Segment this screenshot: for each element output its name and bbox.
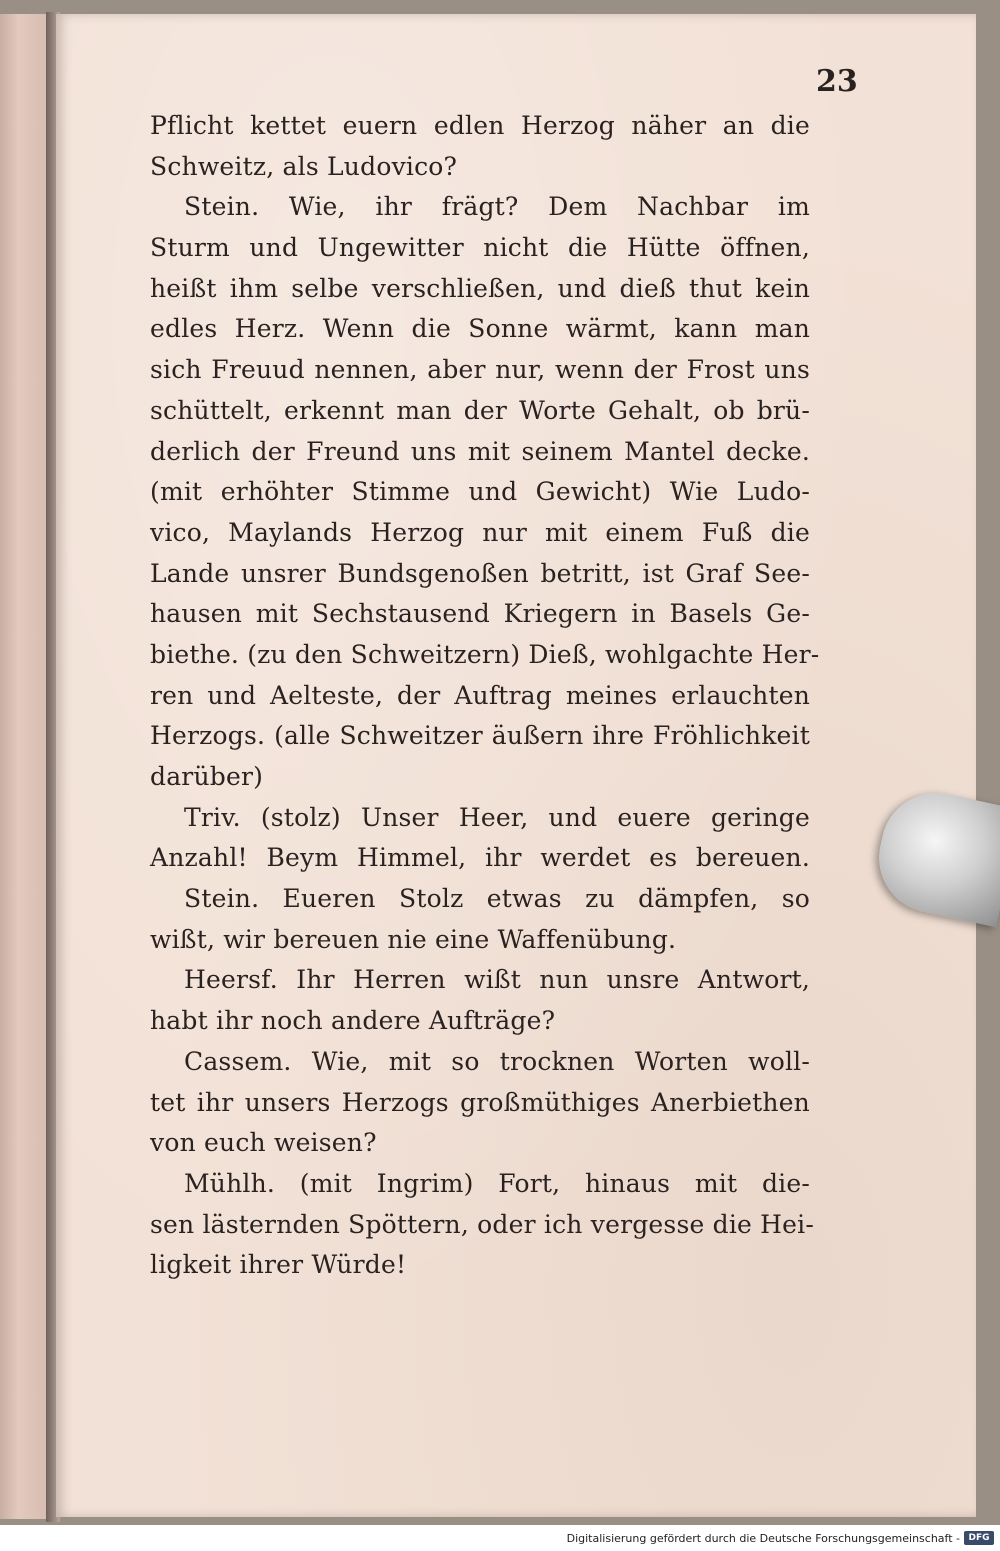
left-page-edge — [0, 14, 48, 1519]
text-line: vico, Maylands Herzog nur mit einem Fuß die — [150, 517, 810, 547]
text-line: ren und Aelteste, der Auftrag meines erlauchten — [150, 680, 810, 710]
text-line: habt ihr noch andere Aufträge? — [150, 1006, 556, 1036]
text-line: Sturm und Ungewitter nicht die Hütte öffnen, — [150, 233, 810, 263]
text-line: Lande unsrer Bundsgenoßen betritt, ist Graf See- — [150, 558, 810, 588]
text-line: tet ihr unsers Herzogs großmüthiges Anerbiethen — [150, 1087, 810, 1117]
text-line: ligkeit ihrer Würde! — [150, 1250, 407, 1280]
text-line: Mühlh. (mit Ingrim) Fort, hinaus mit die- — [184, 1168, 810, 1198]
text-line: hausen mit Sechstausend Kriegern in Basels Ge- — [150, 599, 810, 629]
text-line: Herzogs. (alle Schweitzer äußern ihre Fröhlichkeit — [150, 721, 810, 751]
text-line: Stein. Eueren Stolz etwas zu dämpfen, so — [184, 884, 810, 914]
text-line: Triv. (stolz) Unser Heer, und euere geringe — [184, 802, 810, 832]
text-line: sen lästernden Spöttern, oder ich vergesse die Hei- — [150, 1209, 814, 1239]
text-line: von euch weisen? — [150, 1128, 377, 1158]
text-line: darüber) — [150, 762, 264, 791]
footer-credit: Digitalisierung gefördert durch die Deutsche Forschungsgemeinschaft - — [566, 1532, 960, 1545]
text-line: Pflicht kettet euern edlen Herzog näher an die — [150, 111, 810, 140]
text-line: Schweitz, als Ludovico? — [150, 151, 458, 181]
page-text — [150, 106, 820, 1286]
book-page — [56, 14, 976, 1517]
dfg-logo-icon: DFG — [964, 1531, 994, 1545]
text-line: wißt, wir bereuen nie eine Waffenübung. — [150, 924, 677, 954]
text-line: heißt ihm selbe verschließen, und dieß thut kein — [150, 273, 810, 303]
text-line: sich Freuud nennen, aber nur, wenn der Frost uns — [150, 355, 810, 385]
text-line: (mit erhöhter Stimme und Gewicht) Wie Ludo- — [150, 477, 810, 507]
page-number: 23 — [816, 64, 858, 99]
text-line: Stein. Wie, ihr frägt? Dem Nachbar im — [184, 192, 810, 222]
text-line: Heersf. Ihr Herren wißt nun unsre Antwort, — [184, 965, 810, 995]
text-line: Cassem. Wie, mit so trocknen Worten woll- — [184, 1046, 810, 1076]
text-line: biethe. (zu den Schweitzern) Dieß, wohlgachte Her- — [150, 639, 820, 669]
text-line: Anzahl! Beym Himmel, ihr werdet es bereuen. — [150, 843, 810, 873]
text-line: schüttelt, erkennt man der Worte Gehalt, ob brü- — [150, 395, 810, 425]
text-line: edles Herz. Wenn die Sonne wärmt, kann man — [150, 314, 810, 344]
footer-bar — [0, 1527, 1000, 1551]
text-line: derlich der Freund uns mit seinem Mantel decke. — [150, 436, 810, 466]
